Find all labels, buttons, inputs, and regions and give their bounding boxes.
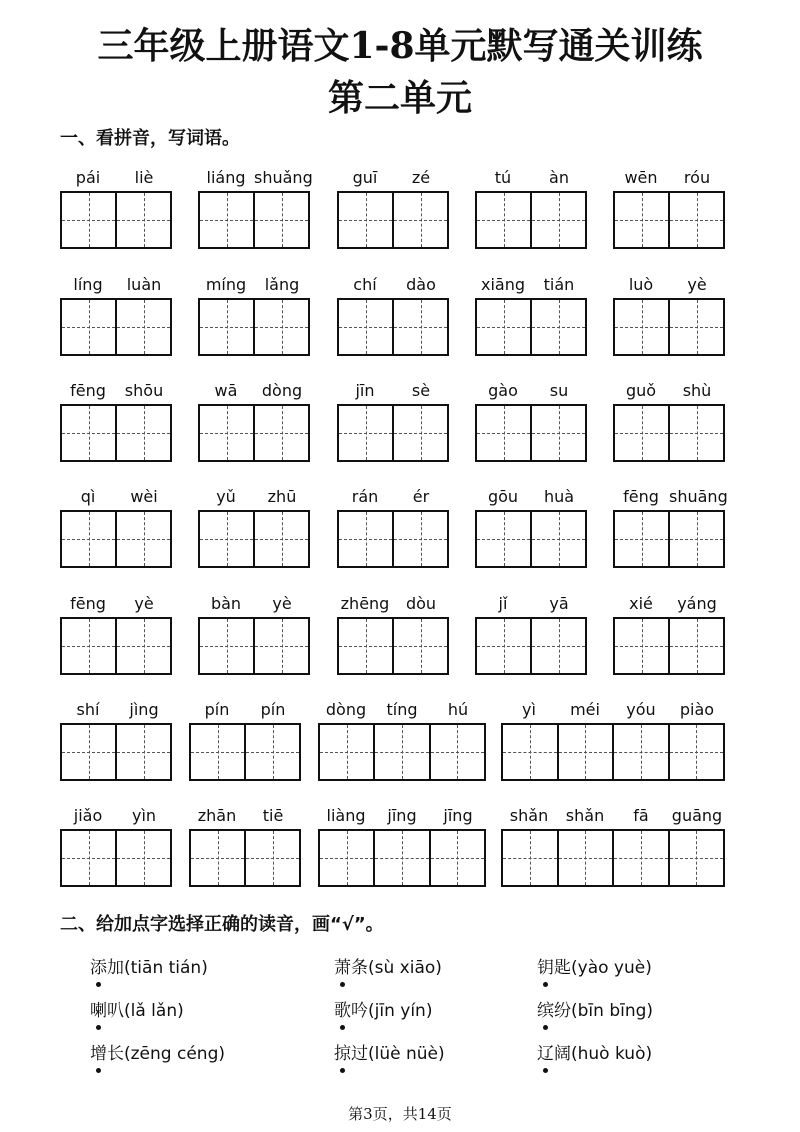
writing-grid[interactable] [475, 617, 587, 675]
writing-cell[interactable] [320, 725, 373, 779]
writing-cell[interactable] [503, 831, 557, 885]
writing-cell[interactable] [557, 725, 613, 779]
pinyin-label: su [549, 381, 569, 400]
writing-cell[interactable] [115, 512, 170, 566]
pinyin-label: yǔ [216, 487, 236, 506]
pinyin-label: pái [75, 168, 101, 187]
writing-cell[interactable] [615, 300, 668, 354]
pinyin-label: fēng [623, 487, 659, 506]
pinyin-label: dòng [325, 700, 367, 719]
word-box [198, 594, 310, 678]
writing-cell[interactable] [62, 619, 115, 673]
pinyin-label: luò [628, 275, 654, 294]
writing-cell[interactable] [200, 512, 253, 566]
pronunciation-choice-item[interactable]: 钥匙(yào yuè) [537, 958, 652, 978]
writing-grid[interactable] [189, 829, 301, 887]
pinyin-label: àn [549, 168, 569, 187]
writing-cell[interactable] [615, 406, 668, 460]
pronunciation-choice-item[interactable]: 歌吟(jīn yín) [334, 1001, 433, 1021]
word-box [475, 168, 587, 252]
word-box [613, 168, 725, 252]
writing-cell[interactable] [530, 406, 585, 460]
page-footer: 第3页，共14页 [348, 1105, 452, 1123]
pronunciation-choice-item[interactable]: 添加(tiān tián) [90, 958, 208, 978]
word-box [475, 487, 587, 571]
writing-grid[interactable] [189, 723, 301, 781]
writing-grid[interactable] [501, 829, 725, 887]
pinyin-label: shuǎng [254, 168, 313, 187]
pinyin-label: guī [352, 168, 378, 187]
emphasis-dot [543, 982, 548, 987]
writing-cell[interactable] [115, 725, 170, 779]
word-box [337, 487, 449, 571]
writing-grid[interactable] [337, 191, 449, 249]
writing-cell[interactable] [477, 406, 530, 460]
word-box [189, 700, 301, 784]
pinyin-label: pín [204, 700, 230, 719]
writing-grid[interactable] [198, 617, 310, 675]
word-box [501, 806, 725, 890]
word-box [60, 594, 172, 678]
emphasis-dot [340, 1025, 345, 1030]
writing-cell[interactable] [200, 406, 253, 460]
writing-cell[interactable] [612, 725, 668, 779]
word-box [613, 487, 728, 571]
writing-grid[interactable] [337, 617, 449, 675]
pinyin-label: dòu [405, 594, 437, 613]
pinyin-label: shǎn [565, 806, 605, 825]
pinyin-label: míng [205, 275, 247, 294]
pronunciation-choice-item[interactable]: 喇叭(lǎ lǎn) [90, 1001, 184, 1021]
word-box [60, 806, 172, 890]
word-box [613, 594, 725, 678]
word-box [337, 594, 449, 678]
writing-cell[interactable] [62, 300, 115, 354]
writing-cell[interactable] [668, 831, 724, 885]
writing-cell[interactable] [392, 512, 447, 566]
pinyin-label: hú [447, 700, 469, 719]
writing-cell[interactable] [253, 193, 308, 247]
pinyin-label: qì [80, 487, 96, 506]
writing-grid[interactable] [198, 510, 310, 568]
word-box [318, 700, 486, 784]
pinyin-label: tíng [386, 700, 418, 719]
writing-cell[interactable] [615, 512, 668, 566]
pinyin-label: luàn [126, 275, 162, 294]
section-1-heading: 一、看拼音，写词语。 [60, 128, 240, 149]
writing-cell[interactable] [62, 193, 115, 247]
writing-cell[interactable] [668, 725, 724, 779]
pinyin-label: shōu [124, 381, 164, 400]
section-2-heading: 二、给加点字选择正确的读音，画“√”。 [60, 914, 384, 935]
pinyin-label: jīng [443, 806, 473, 825]
writing-grid[interactable] [60, 617, 172, 675]
pinyin-label: tiē [262, 806, 284, 825]
writing-cell[interactable] [612, 831, 668, 885]
emphasis-dot [96, 982, 101, 987]
pinyin-label: fēng [70, 594, 106, 613]
writing-cell[interactable] [244, 725, 299, 779]
pronunciation-choice-item[interactable]: 增长(zēng céng) [90, 1044, 225, 1064]
writing-cell[interactable] [668, 512, 723, 566]
writing-cell[interactable] [339, 300, 392, 354]
writing-grid[interactable] [198, 404, 310, 462]
pinyin-label: chí [353, 275, 377, 294]
emphasis-dot [96, 1068, 101, 1073]
pinyin-label: shí [76, 700, 100, 719]
writing-grid[interactable] [337, 510, 449, 568]
pinyin-label: lǎng [264, 275, 300, 294]
writing-grid[interactable] [501, 723, 725, 781]
writing-cell[interactable] [477, 193, 530, 247]
emphasis-dot [543, 1068, 548, 1073]
word-box [501, 700, 725, 784]
pinyin-label: tián [543, 275, 575, 294]
pinyin-label: fēng [70, 381, 106, 400]
writing-grid[interactable] [475, 191, 587, 249]
writing-grid[interactable] [475, 404, 587, 462]
writing-cell[interactable] [668, 619, 723, 673]
writing-cell[interactable] [392, 193, 447, 247]
writing-cell[interactable] [392, 406, 447, 460]
pinyin-label: xié [629, 594, 653, 613]
word-box [475, 275, 587, 359]
writing-grid[interactable] [475, 510, 587, 568]
pinyin-label: pín [260, 700, 286, 719]
writing-cell[interactable] [115, 406, 170, 460]
pinyin-label: yìn [131, 806, 157, 825]
writing-cell[interactable] [373, 831, 428, 885]
pinyin-label: bàn [210, 594, 242, 613]
writing-cell[interactable] [200, 193, 253, 247]
pinyin-label: fā [633, 806, 649, 825]
writing-cell[interactable] [392, 300, 447, 354]
word-box [60, 381, 172, 465]
writing-grid[interactable] [337, 298, 449, 356]
pronunciation-choice-item[interactable]: 缤纷(bīn bīng) [537, 1001, 654, 1021]
emphasis-dot [543, 1025, 548, 1030]
writing-cell[interactable] [253, 406, 308, 460]
word-box [337, 381, 449, 465]
writing-grid[interactable] [337, 404, 449, 462]
writing-cell[interactable] [530, 300, 585, 354]
pinyin-label: liè [134, 168, 154, 187]
writing-grid[interactable] [60, 404, 172, 462]
writing-grid[interactable] [60, 723, 172, 781]
pronunciation-choice-item[interactable]: 辽阔(huò kuò) [537, 1044, 653, 1064]
writing-cell[interactable] [392, 619, 447, 673]
writing-grid[interactable] [198, 191, 310, 249]
pinyin-label: méi [570, 700, 600, 719]
pinyin-label: piào [679, 700, 715, 719]
writing-cell[interactable] [253, 300, 308, 354]
pinyin-label: yā [549, 594, 569, 613]
pinyin-label: wā [214, 381, 238, 400]
word-box [337, 275, 449, 359]
writing-grid[interactable] [613, 510, 725, 568]
pinyin-label: rán [351, 487, 379, 506]
pinyin-label: shuāng [669, 487, 728, 506]
emphasis-dot [96, 1025, 101, 1030]
writing-grid[interactable] [60, 298, 172, 356]
writing-cell[interactable] [668, 406, 723, 460]
word-box [60, 700, 172, 784]
writing-cell[interactable] [373, 725, 428, 779]
writing-cell[interactable] [477, 300, 530, 354]
writing-cell[interactable] [530, 512, 585, 566]
pinyin-label: zé [411, 168, 431, 187]
pinyin-label: liáng [206, 168, 246, 187]
pinyin-label: zhū [267, 487, 297, 506]
word-box [198, 275, 310, 359]
writing-grid[interactable] [613, 617, 725, 675]
pinyin-label: huà [543, 487, 575, 506]
writing-cell[interactable] [615, 619, 668, 673]
pinyin-label: róu [683, 168, 711, 187]
pinyin-label: yóu [626, 700, 656, 719]
writing-cell[interactable] [339, 193, 392, 247]
writing-cell[interactable] [253, 619, 308, 673]
pinyin-label: xiāng [480, 275, 525, 294]
writing-cell[interactable] [115, 619, 170, 673]
writing-cell[interactable] [477, 619, 530, 673]
pinyin-label: yáng [677, 594, 717, 613]
writing-cell[interactable] [62, 831, 115, 885]
writing-cell[interactable] [200, 619, 253, 673]
pinyin-label: jīn [355, 381, 375, 400]
word-box [60, 168, 172, 252]
pronunciation-choice-item[interactable]: 掠过(lüè nüè) [334, 1044, 445, 1064]
pinyin-label: dào [406, 275, 436, 294]
writing-cell[interactable] [668, 300, 723, 354]
pinyin-label: jiǎo [73, 806, 103, 825]
writing-cell[interactable] [253, 512, 308, 566]
pinyin-label: líng [73, 275, 103, 294]
writing-grid[interactable] [475, 298, 587, 356]
pinyin-label: ér [412, 487, 430, 506]
writing-grid[interactable] [318, 723, 486, 781]
writing-grid[interactable] [613, 404, 725, 462]
writing-cell[interactable] [320, 831, 373, 885]
writing-cell[interactable] [530, 193, 585, 247]
unit-subtitle: 第二单元 [327, 77, 472, 119]
writing-grid[interactable] [60, 510, 172, 568]
word-box [189, 806, 301, 890]
pinyin-label: liàng [326, 806, 366, 825]
pinyin-label: guǒ [625, 381, 657, 400]
word-box [198, 168, 313, 252]
pinyin-label: dòng [261, 381, 303, 400]
pinyin-label: shǎn [509, 806, 549, 825]
pinyin-label: zhān [197, 806, 237, 825]
pinyin-label: zhēng [340, 594, 390, 613]
word-box [198, 381, 310, 465]
writing-cell[interactable] [503, 725, 557, 779]
emphasis-dot [340, 982, 345, 987]
writing-cell[interactable] [62, 725, 115, 779]
pinyin-label: guāng [671, 806, 723, 825]
writing-grid[interactable] [613, 298, 725, 356]
pinyin-label: yè [134, 594, 154, 613]
writing-grid[interactable] [318, 829, 486, 887]
pinyin-label: yè [687, 275, 707, 294]
writing-cell[interactable] [200, 300, 253, 354]
writing-grid[interactable] [613, 191, 725, 249]
page-title: 三年级上册语文1-8单元默写通关训练 [97, 25, 703, 67]
emphasis-dot [340, 1068, 345, 1073]
writing-cell[interactable] [668, 193, 723, 247]
word-box [60, 275, 172, 359]
writing-cell[interactable] [615, 193, 668, 247]
word-box [60, 487, 172, 571]
writing-cell[interactable] [429, 725, 484, 779]
pinyin-label: jìng [129, 700, 159, 719]
writing-grid[interactable] [60, 191, 172, 249]
writing-cell[interactable] [339, 619, 392, 673]
word-box [613, 381, 725, 465]
writing-cell[interactable] [429, 831, 484, 885]
writing-cell[interactable] [339, 512, 392, 566]
writing-cell[interactable] [557, 831, 613, 885]
pinyin-label: gōu [487, 487, 519, 506]
pinyin-label: gào [488, 381, 518, 400]
pronunciation-choice-item[interactable]: 萧条(sù xiāo) [334, 958, 442, 978]
pinyin-label: jīng [387, 806, 417, 825]
pinyin-label: tú [494, 168, 512, 187]
word-box [475, 381, 587, 465]
pinyin-label: wēn [624, 168, 658, 187]
word-box [475, 594, 587, 678]
writing-cell[interactable] [62, 512, 115, 566]
writing-cell[interactable] [339, 406, 392, 460]
writing-cell[interactable] [244, 831, 299, 885]
writing-cell[interactable] [62, 406, 115, 460]
word-box [613, 275, 725, 359]
word-box [337, 168, 449, 252]
writing-cell[interactable] [477, 512, 530, 566]
pinyin-label: sè [411, 381, 431, 400]
writing-cell[interactable] [115, 193, 170, 247]
pinyin-label: yè [272, 594, 292, 613]
pinyin-label: shù [682, 381, 712, 400]
writing-cell[interactable] [191, 831, 244, 885]
pinyin-label: jǐ [498, 594, 508, 613]
writing-cell[interactable] [530, 619, 585, 673]
writing-cell[interactable] [115, 831, 170, 885]
word-box [198, 487, 310, 571]
writing-cell[interactable] [191, 725, 244, 779]
pinyin-label: yì [522, 700, 536, 719]
writing-grid[interactable] [198, 298, 310, 356]
word-box [318, 806, 486, 890]
writing-grid[interactable] [60, 829, 172, 887]
pinyin-label: wèi [130, 487, 158, 506]
writing-cell[interactable] [115, 300, 170, 354]
